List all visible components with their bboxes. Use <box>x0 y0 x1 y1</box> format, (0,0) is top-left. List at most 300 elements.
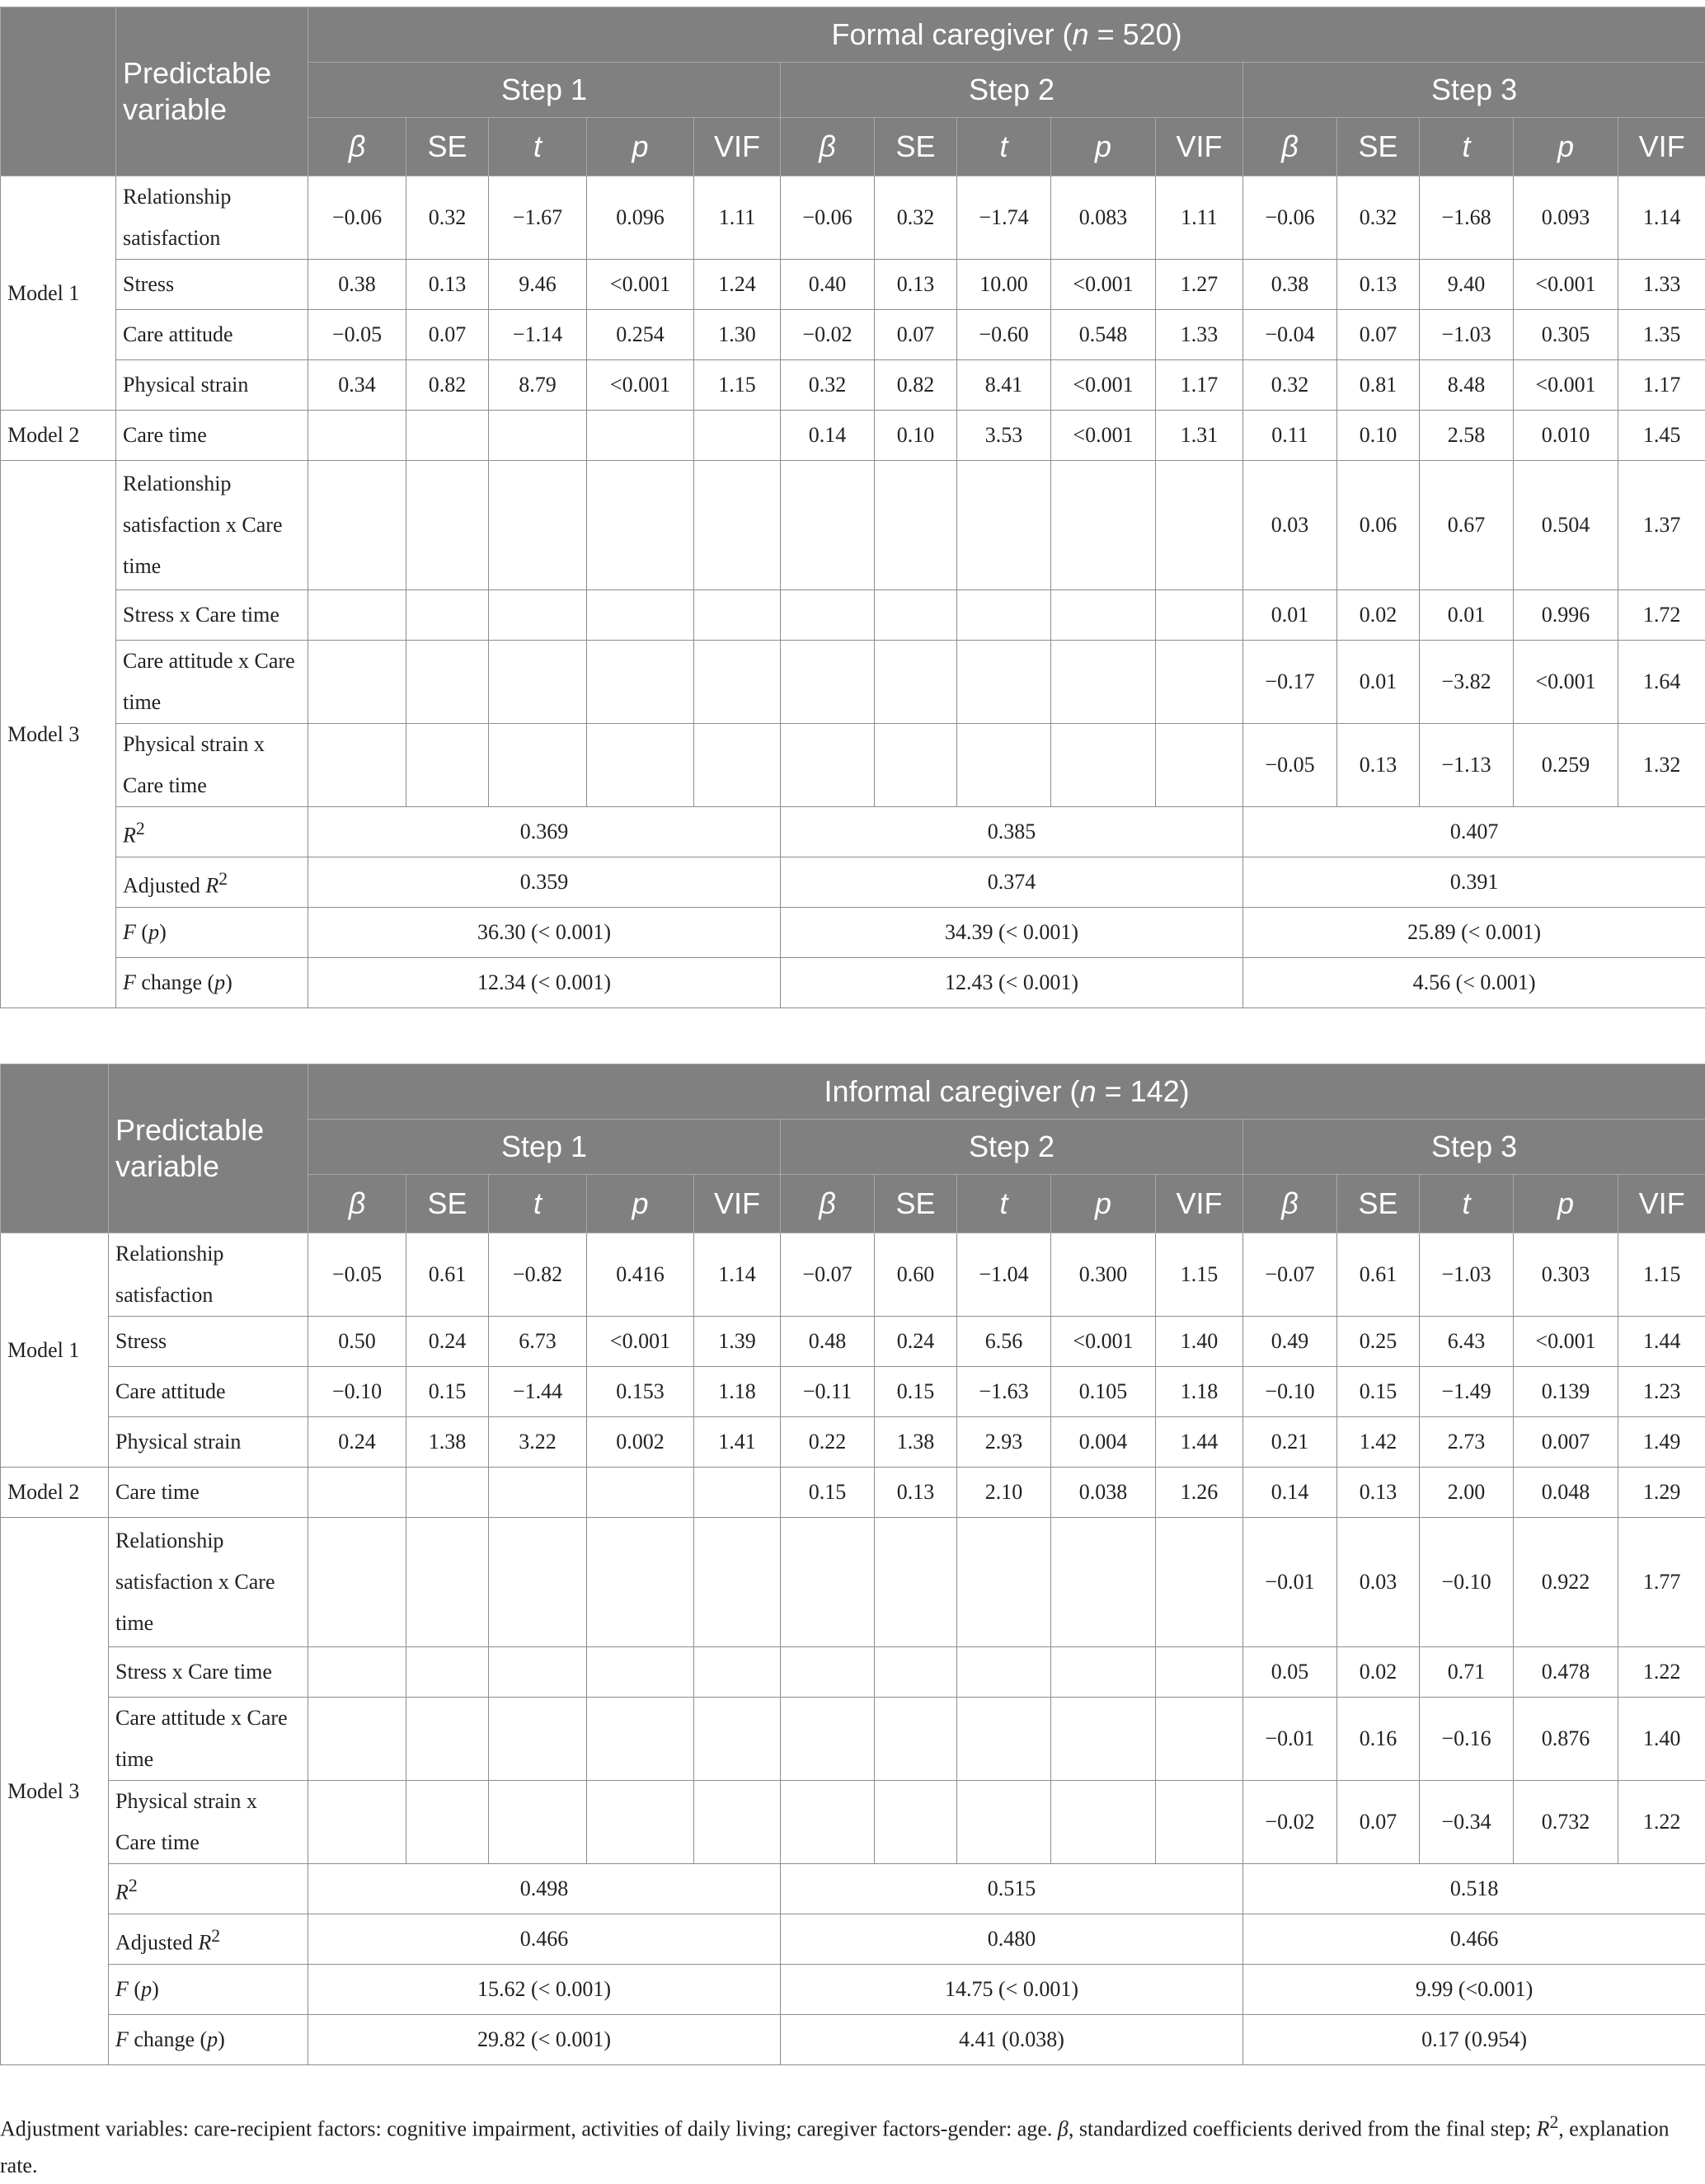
value-cell: −0.02 <box>1243 1781 1337 1864</box>
variable-label: Stress <box>109 1317 308 1367</box>
stat-value: 12.34 (< 0.001) <box>308 958 781 1008</box>
variable-label: Relationship satisfaction x Care time <box>109 1518 308 1647</box>
group-title-n: n <box>1073 17 1089 51</box>
value-cell: 1.27 <box>1156 260 1243 310</box>
stat-label-sup: 2 <box>136 819 145 838</box>
value-cell <box>694 1518 781 1647</box>
value-cell: −0.05 <box>1243 724 1337 807</box>
value-cell: 0.15 <box>781 1468 875 1518</box>
stat-value: 12.43 (< 0.001) <box>781 958 1243 1008</box>
group-title-prefix: Informal caregiver ( <box>824 1074 1079 1108</box>
value-cell: 9.40 <box>1420 260 1514 310</box>
stat-label <box>116 908 308 958</box>
stat-label-symbol: F <box>123 970 136 994</box>
value-cell: 0.07 <box>1337 1781 1420 1864</box>
column-header: SE <box>1337 1175 1420 1233</box>
value-cell <box>308 1518 406 1647</box>
value-cell: 1.17 <box>1156 360 1243 411</box>
value-cell: 0.300 <box>1051 1233 1156 1317</box>
value-cell: 1.72 <box>1618 590 1705 641</box>
value-cell: 1.15 <box>1618 1233 1705 1317</box>
column-header: β <box>308 118 406 176</box>
value-cell: 0.03 <box>1243 461 1337 590</box>
value-cell: 0.82 <box>406 360 489 411</box>
stat-label-pre: Adjusted <box>115 1930 198 1954</box>
value-cell: <0.001 <box>1051 1317 1156 1367</box>
value-cell <box>957 1518 1051 1647</box>
stat-row <box>1 958 1705 1008</box>
value-cell: 10.00 <box>957 260 1051 310</box>
column-header: β <box>308 1175 406 1233</box>
value-cell <box>1051 1698 1156 1781</box>
value-cell: −0.17 <box>1243 641 1337 724</box>
column-header: t <box>957 1175 1051 1233</box>
value-cell <box>406 1781 489 1864</box>
value-cell: 0.49 <box>1243 1317 1337 1367</box>
value-cell <box>308 590 406 641</box>
value-cell <box>781 590 875 641</box>
value-cell: 0.876 <box>1514 1698 1618 1781</box>
value-cell: 0.15 <box>406 1367 489 1417</box>
value-cell <box>1051 641 1156 724</box>
value-cell <box>694 1781 781 1864</box>
value-cell: 1.39 <box>694 1317 781 1367</box>
footnote-part3: , explanation rate. <box>0 2117 1670 2177</box>
value-cell: 2.00 <box>1420 1468 1514 1518</box>
stat-value: 4.56 (< 0.001) <box>1243 958 1705 1008</box>
step-header: Step 2 <box>781 63 1243 118</box>
value-cell <box>489 1698 587 1781</box>
value-cell: 1.35 <box>1618 310 1705 360</box>
value-cell <box>875 1518 957 1647</box>
stat-row <box>1 1864 1705 1914</box>
value-cell: −1.68 <box>1420 176 1514 260</box>
stat-label <box>116 857 308 908</box>
value-cell <box>781 1781 875 1864</box>
value-cell: 1.23 <box>1618 1367 1705 1417</box>
value-cell: 0.61 <box>406 1233 489 1317</box>
stat-row <box>1 807 1705 857</box>
value-cell: 0.16 <box>1337 1698 1420 1781</box>
value-cell <box>957 1698 1051 1781</box>
value-cell: 0.096 <box>587 176 694 260</box>
column-header: β <box>1243 118 1337 176</box>
value-cell: 0.14 <box>1243 1468 1337 1518</box>
value-cell: 0.548 <box>1051 310 1156 360</box>
stat-label <box>109 1914 308 1965</box>
stat-label-symbol: F <box>115 2027 129 2051</box>
value-cell <box>957 590 1051 641</box>
stat-value: 15.62 (< 0.001) <box>308 1965 781 2015</box>
value-cell: 0.03 <box>1337 1518 1420 1647</box>
value-cell: −0.10 <box>1243 1367 1337 1417</box>
value-cell <box>587 1647 694 1698</box>
value-cell <box>1156 1518 1243 1647</box>
value-cell: 0.15 <box>875 1367 957 1417</box>
stat-label-symbol: R <box>123 823 136 847</box>
step-header: Step 3 <box>1243 63 1705 118</box>
value-cell: 0.303 <box>1514 1233 1618 1317</box>
column-header: VIF <box>1156 118 1243 176</box>
stat-value: 4.41 (0.038) <box>781 2015 1243 2065</box>
value-cell <box>587 411 694 461</box>
value-cell: 0.13 <box>1337 260 1420 310</box>
value-cell <box>489 641 587 724</box>
group-title-n-value: = 520) <box>1089 17 1182 51</box>
stat-label <box>109 1864 308 1914</box>
value-cell <box>875 1647 957 1698</box>
value-cell: 1.45 <box>1618 411 1705 461</box>
value-cell: −3.82 <box>1420 641 1514 724</box>
step-header: Step 3 <box>1243 1120 1705 1175</box>
column-header: p <box>1514 1175 1618 1233</box>
value-cell <box>587 590 694 641</box>
value-cell <box>1051 1518 1156 1647</box>
value-cell <box>587 1781 694 1864</box>
table-row <box>1 176 1705 260</box>
value-cell: 1.24 <box>694 260 781 310</box>
column-header: β <box>781 1175 875 1233</box>
value-cell: 0.105 <box>1051 1367 1156 1417</box>
value-cell <box>406 641 489 724</box>
value-cell: <0.001 <box>1051 360 1156 411</box>
value-cell <box>587 461 694 590</box>
column-header: VIF <box>694 118 781 176</box>
value-cell <box>875 724 957 807</box>
stat-value: 0.518 <box>1243 1864 1705 1914</box>
value-cell <box>1156 1781 1243 1864</box>
value-cell <box>1051 1781 1156 1864</box>
value-cell: 1.41 <box>694 1417 781 1468</box>
value-cell <box>875 461 957 590</box>
value-cell: 3.53 <box>957 411 1051 461</box>
value-cell: −1.49 <box>1420 1367 1514 1417</box>
stat-value: 34.39 (< 0.001) <box>781 908 1243 958</box>
value-cell <box>308 461 406 590</box>
stat-label-post: (p) <box>129 1977 159 2001</box>
value-cell: 0.61 <box>1337 1233 1420 1317</box>
value-cell: −1.03 <box>1420 310 1514 360</box>
value-cell: 0.254 <box>587 310 694 360</box>
value-cell <box>694 590 781 641</box>
value-cell: 1.77 <box>1618 1518 1705 1647</box>
stat-value: 29.82 (< 0.001) <box>308 2015 781 2065</box>
stat-label-symbol: F <box>123 920 136 944</box>
stat-label-sup: 2 <box>218 869 228 889</box>
column-header: t <box>489 1175 587 1233</box>
value-cell: 0.22 <box>781 1417 875 1468</box>
value-cell: −0.06 <box>1243 176 1337 260</box>
value-cell: 1.33 <box>1156 310 1243 360</box>
column-header: VIF <box>694 1175 781 1233</box>
stat-label <box>109 1965 308 2015</box>
value-cell: 1.38 <box>875 1417 957 1468</box>
table-row <box>1 724 1705 807</box>
value-cell <box>781 1698 875 1781</box>
value-cell <box>1156 724 1243 807</box>
value-cell <box>489 1781 587 1864</box>
stat-value: 0.466 <box>308 1914 781 1965</box>
value-cell: 6.56 <box>957 1317 1051 1367</box>
value-cell: 1.15 <box>694 360 781 411</box>
value-cell: 0.24 <box>308 1417 406 1468</box>
value-cell: 0.139 <box>1514 1367 1618 1417</box>
value-cell <box>489 724 587 807</box>
value-cell <box>587 1518 694 1647</box>
value-cell <box>587 1698 694 1781</box>
value-cell <box>489 1647 587 1698</box>
value-cell <box>781 724 875 807</box>
variable-label: Care attitude x Care time <box>109 1698 308 1781</box>
value-cell <box>1051 461 1156 590</box>
value-cell: 1.49 <box>1618 1417 1705 1468</box>
value-cell <box>875 641 957 724</box>
value-cell: 0.67 <box>1420 461 1514 590</box>
predictable-variable-header: Predictable variable <box>109 1064 308 1233</box>
variable-label: Care attitude <box>109 1367 308 1417</box>
value-cell: 1.29 <box>1618 1468 1705 1518</box>
value-cell: 1.40 <box>1618 1698 1705 1781</box>
value-cell <box>957 1647 1051 1698</box>
column-header: SE <box>406 1175 489 1233</box>
stat-label <box>116 958 308 1008</box>
value-cell: −1.03 <box>1420 1233 1514 1317</box>
value-cell: <0.001 <box>1514 1317 1618 1367</box>
value-cell <box>1156 641 1243 724</box>
value-cell: 1.30 <box>694 310 781 360</box>
value-cell <box>308 641 406 724</box>
value-cell: −0.06 <box>781 176 875 260</box>
stat-row <box>1 908 1705 958</box>
value-cell: 2.10 <box>957 1468 1051 1518</box>
value-cell <box>694 724 781 807</box>
value-cell: −0.16 <box>1420 1698 1514 1781</box>
value-cell <box>587 641 694 724</box>
stat-row <box>1 857 1705 908</box>
model-label: Model 1 <box>1 1233 109 1468</box>
column-header: t <box>957 118 1051 176</box>
value-cell: −0.06 <box>308 176 406 260</box>
value-cell: <0.001 <box>587 260 694 310</box>
value-cell: 0.504 <box>1514 461 1618 590</box>
variable-label: Care attitude x Care time <box>116 641 308 724</box>
value-cell: 8.48 <box>1420 360 1514 411</box>
column-header: p <box>587 118 694 176</box>
stat-value: 36.30 (< 0.001) <box>308 908 781 958</box>
column-header: t <box>489 118 587 176</box>
table-row <box>1 590 1705 641</box>
value-cell <box>1051 1647 1156 1698</box>
value-cell: 0.083 <box>1051 176 1156 260</box>
variable-label: Stress <box>116 260 308 310</box>
value-cell: 0.40 <box>781 260 875 310</box>
value-cell: 0.305 <box>1514 310 1618 360</box>
variable-label: Physical strain x Care time <box>116 724 308 807</box>
value-cell: −0.02 <box>781 310 875 360</box>
value-cell <box>489 590 587 641</box>
value-cell: 0.14 <box>781 411 875 461</box>
value-cell: 1.17 <box>1618 360 1705 411</box>
value-cell: 0.038 <box>1051 1468 1156 1518</box>
stat-value: 0.480 <box>781 1914 1243 1965</box>
table-row <box>1 1647 1705 1698</box>
stat-label <box>109 2015 308 2065</box>
value-cell <box>957 461 1051 590</box>
value-cell: 1.14 <box>694 1233 781 1317</box>
value-cell: 0.05 <box>1243 1647 1337 1698</box>
table-row <box>1 1781 1705 1864</box>
value-cell: 0.007 <box>1514 1417 1618 1468</box>
variable-label: Care time <box>116 411 308 461</box>
table-row <box>1 260 1705 310</box>
value-cell: 0.13 <box>875 260 957 310</box>
value-cell <box>694 461 781 590</box>
value-cell: 6.43 <box>1420 1317 1514 1367</box>
value-cell: 1.15 <box>1156 1233 1243 1317</box>
value-cell <box>694 1468 781 1518</box>
value-cell <box>308 1781 406 1864</box>
value-cell: −0.07 <box>781 1233 875 1317</box>
group-title <box>308 1064 1705 1120</box>
value-cell: <0.001 <box>1514 260 1618 310</box>
formal-caregiver-table <box>0 7 1705 1008</box>
value-cell: 0.32 <box>875 176 957 260</box>
model-label: Model 2 <box>1 411 116 461</box>
value-cell <box>957 1781 1051 1864</box>
value-cell <box>875 590 957 641</box>
column-header: β <box>781 118 875 176</box>
value-cell <box>308 1647 406 1698</box>
variable-label: Relationship satisfaction x Care time <box>116 461 308 590</box>
stat-label-post: change (p) <box>136 970 233 994</box>
value-cell: 2.58 <box>1420 411 1514 461</box>
stat-label-sup: 2 <box>211 1926 220 1946</box>
model-label: Model 2 <box>1 1468 109 1518</box>
column-header: SE <box>1337 118 1420 176</box>
value-cell <box>489 1518 587 1647</box>
value-cell: 0.60 <box>875 1233 957 1317</box>
step-header: Step 1 <box>308 63 781 118</box>
value-cell: −0.05 <box>308 310 406 360</box>
value-cell: 0.48 <box>781 1317 875 1367</box>
value-cell <box>489 411 587 461</box>
table-row <box>1 641 1705 724</box>
model-label: Model 3 <box>1 461 116 1008</box>
value-cell: 0.32 <box>1337 176 1420 260</box>
value-cell: −1.14 <box>489 310 587 360</box>
value-cell: 0.10 <box>1337 411 1420 461</box>
value-cell: <0.001 <box>1051 260 1156 310</box>
value-cell <box>1051 724 1156 807</box>
value-cell: 3.22 <box>489 1417 587 1468</box>
value-cell: 0.38 <box>1243 260 1337 310</box>
table-row <box>1 360 1705 411</box>
table-row <box>1 1518 1705 1647</box>
column-header: SE <box>406 118 489 176</box>
value-cell: −0.05 <box>308 1233 406 1317</box>
value-cell: 0.996 <box>1514 590 1618 641</box>
stat-value: 0.466 <box>1243 1914 1705 1965</box>
value-cell: <0.001 <box>587 1317 694 1367</box>
stat-value: 0.515 <box>781 1864 1243 1914</box>
value-cell: 1.38 <box>406 1417 489 1468</box>
value-cell: −1.74 <box>957 176 1051 260</box>
footnote-part2: , standardized coefficients derived from the final step; <box>1069 2117 1537 2141</box>
value-cell: 1.33 <box>1618 260 1705 310</box>
table-row <box>1 1233 1705 1317</box>
stat-value: 0.17 (0.954) <box>1243 2015 1705 2065</box>
value-cell: 0.010 <box>1514 411 1618 461</box>
value-cell <box>694 1698 781 1781</box>
column-header: SE <box>875 118 957 176</box>
model-label: Model 1 <box>1 176 116 411</box>
header-blank-cell <box>1 7 116 176</box>
stat-row <box>1 1965 1705 2015</box>
variable-label: Physical strain <box>116 360 308 411</box>
value-cell: 0.71 <box>1420 1647 1514 1698</box>
value-cell <box>406 411 489 461</box>
value-cell: 0.50 <box>308 1317 406 1367</box>
value-cell <box>694 411 781 461</box>
value-cell: −1.44 <box>489 1367 587 1417</box>
value-cell: −0.10 <box>308 1367 406 1417</box>
column-header: β <box>1243 1175 1337 1233</box>
value-cell: 0.11 <box>1243 411 1337 461</box>
stat-label-sup: 2 <box>129 1876 138 1895</box>
stat-label-pre: Adjusted <box>123 873 205 897</box>
footnote-sup: 2 <box>1549 2112 1558 2132</box>
value-cell: 0.01 <box>1243 590 1337 641</box>
value-cell: 0.13 <box>1337 1468 1420 1518</box>
value-cell: 2.93 <box>957 1417 1051 1468</box>
value-cell: −1.04 <box>957 1233 1051 1317</box>
value-cell: −0.82 <box>489 1233 587 1317</box>
value-cell <box>308 1698 406 1781</box>
value-cell <box>957 641 1051 724</box>
value-cell <box>587 1468 694 1518</box>
table-row <box>1 461 1705 590</box>
value-cell: 0.01 <box>1420 590 1514 641</box>
value-cell: 0.259 <box>1514 724 1618 807</box>
column-header: VIF <box>1156 1175 1243 1233</box>
header-blank-cell <box>1 1064 109 1233</box>
variable-label: Care attitude <box>116 310 308 360</box>
value-cell: 0.922 <box>1514 1518 1618 1647</box>
value-cell: 1.40 <box>1156 1317 1243 1367</box>
value-cell: 2.73 <box>1420 1417 1514 1468</box>
value-cell: 1.11 <box>694 176 781 260</box>
value-cell: 0.24 <box>406 1317 489 1367</box>
value-cell: 0.38 <box>308 260 406 310</box>
predictable-variable-header: Predictable variable <box>116 7 308 176</box>
value-cell: 0.002 <box>587 1417 694 1468</box>
value-cell: 1.32 <box>1618 724 1705 807</box>
value-cell: 0.32 <box>1243 360 1337 411</box>
value-cell: 0.34 <box>308 360 406 411</box>
value-cell: 0.07 <box>406 310 489 360</box>
value-cell: 1.42 <box>1337 1417 1420 1468</box>
value-cell: 1.26 <box>1156 1468 1243 1518</box>
informal-caregiver-table <box>0 1064 1705 2065</box>
value-cell <box>781 461 875 590</box>
value-cell <box>406 590 489 641</box>
column-header: t <box>1420 118 1514 176</box>
value-cell: 0.07 <box>1337 310 1420 360</box>
value-cell <box>694 1647 781 1698</box>
value-cell: <0.001 <box>1051 411 1156 461</box>
stat-label-symbol: R <box>205 873 218 897</box>
value-cell: 0.25 <box>1337 1317 1420 1367</box>
